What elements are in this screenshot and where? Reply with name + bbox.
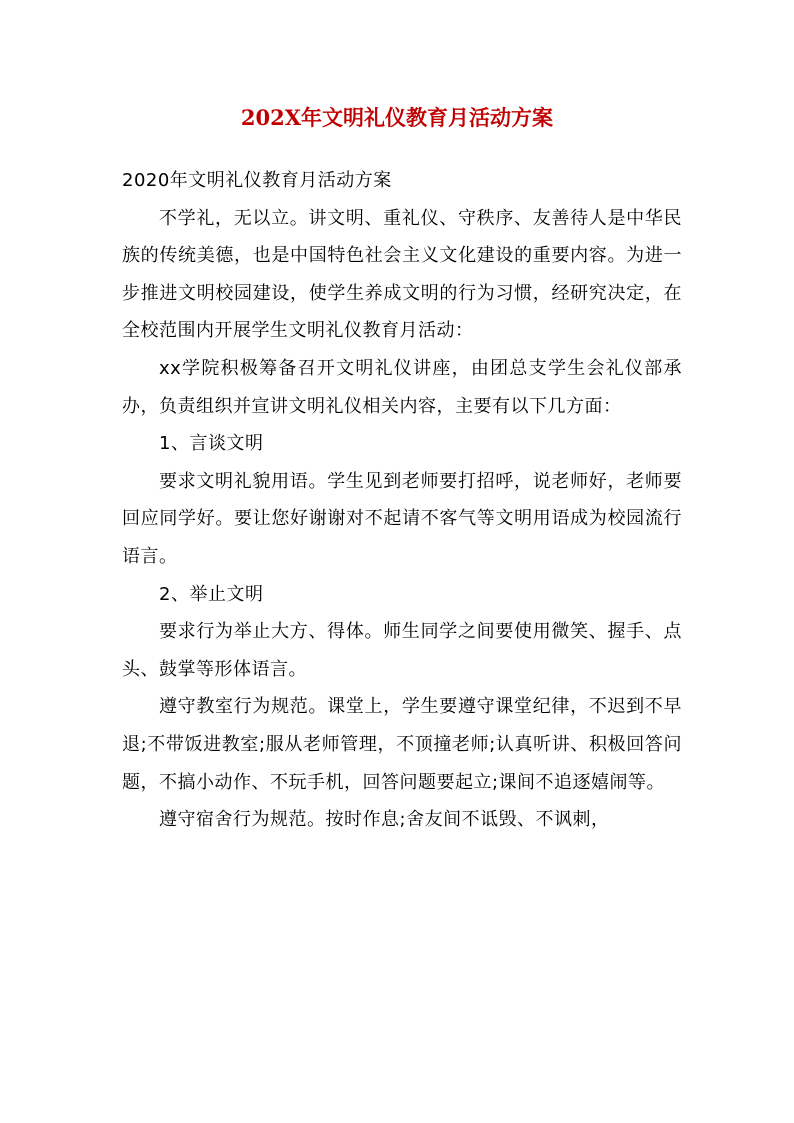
document-title: 202X年文明礼仪教育月活动方案 — [240, 105, 554, 130]
document-body — [122, 162, 682, 839]
doc-subtitle-paragraph: 2020年文明礼仪教育月活动方案 — [122, 170, 392, 191]
section-heading-behavior: 2、举止文明 — [159, 583, 264, 605]
dorm-rules-paragraph: 遵守宿舍行为规范。按时作息;舍友间不诋毁、不讽刺， — [159, 809, 610, 831]
intro-paragraph: 不学礼，无以立。讲文明、重礼仪、守秩序、友善待人是中华民族的传统美德，也是中国特色社会主义文化建设的重要内容。为进一步推进文明校园建设，使学生养成文明的行为习惯，经研究决定，在全校范围内开展学生文明礼仪教育月活动： — [122, 207, 682, 342]
behavior-paragraph: 要求行为举止大方、得体。师生同学之间要使用微笑、握手、点头、鼓掌等形体语言。 — [122, 621, 682, 680]
lecture-paragraph: xx学院积极筹备召开文明礼仪讲座，由团总支学生会礼仪部承办，负责组织并宣讲文明礼仪相关内容，主要有以下几方面： — [122, 357, 682, 417]
section-heading-speech: 1、言谈文明 — [159, 433, 264, 455]
speech-paragraph: 要求文明礼貌用语。学生见到老师要打招呼，说老师好，老师要回应同学好。要让您好谢谢对不起请不客气等文明用语成为校园流行语言。 — [122, 470, 682, 567]
classroom-rules-paragraph: 遵守教室行为规范。课堂上，学生要遵守课堂纪律，不迟到不早退;不带饭进教室;服从老师管理，不顶撞老师;认真听讲、积极回答问题，不搞小动作、不玩手机，回答问题要起立;课间不追逐嬉闹等。 — [122, 696, 682, 793]
